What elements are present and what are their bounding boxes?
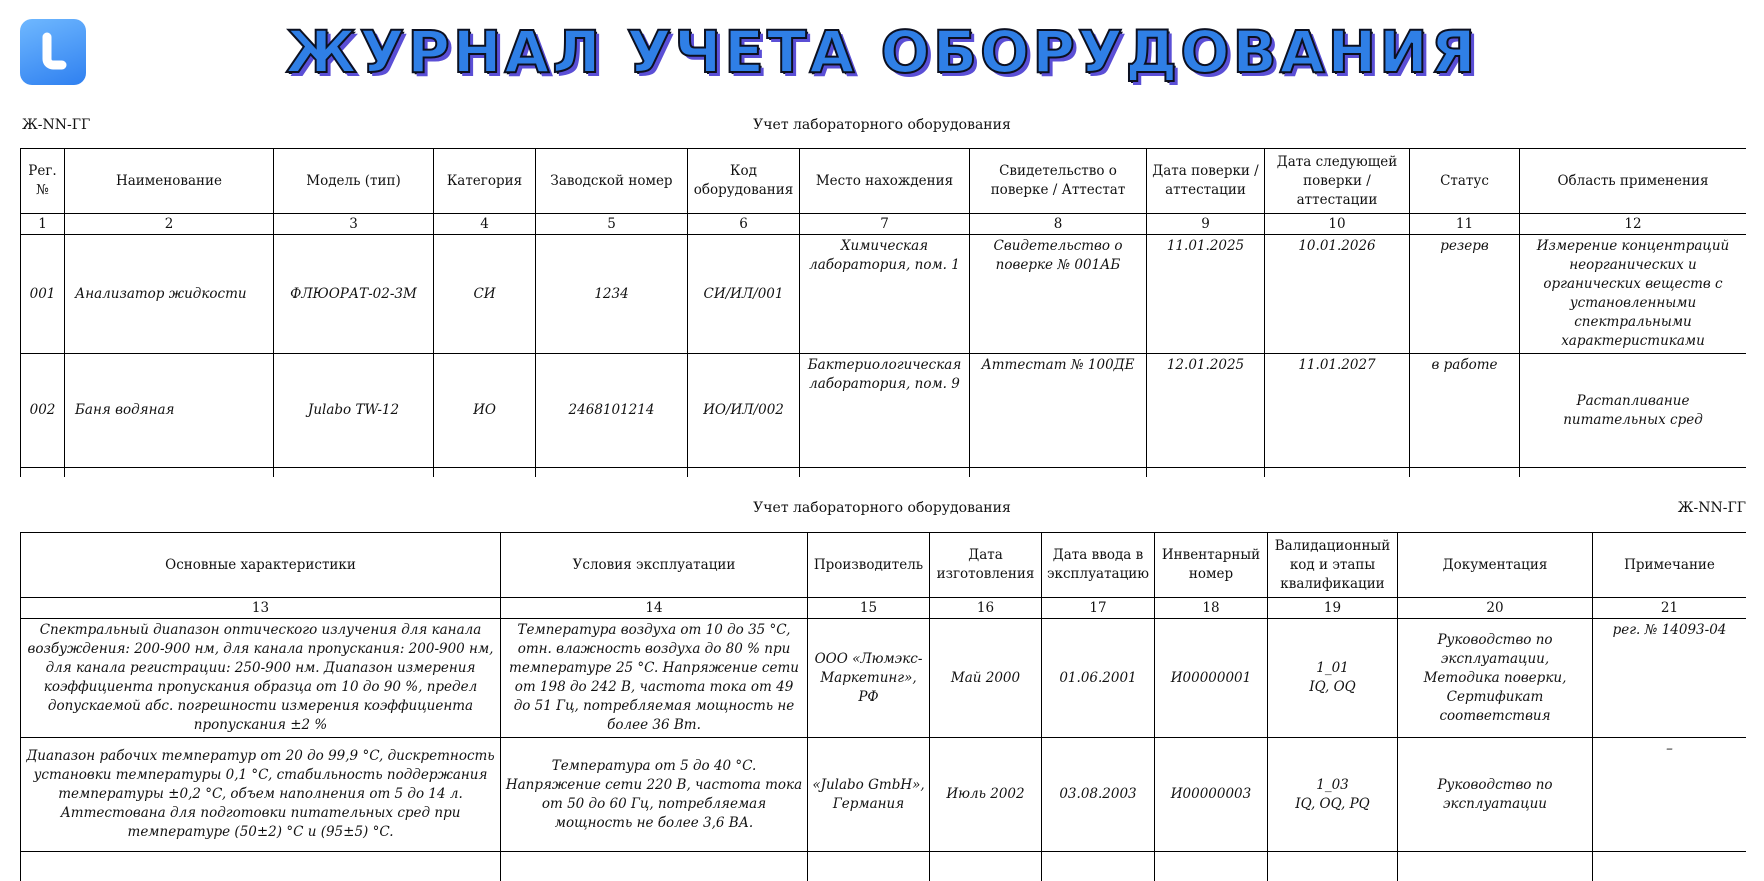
column-number: 21 [1593,598,1747,619]
header-model: Модель (тип) [274,149,434,214]
cell-application: Измерение концентраций неорганических и органических веществ с установленными спектральными характеристиками [1520,235,1747,354]
qualification-stages: IQ, OQ, PQ [1295,795,1370,812]
doc-code-bottom: Ж-NN-ГГ [1677,500,1746,516]
cell-location: Бактериологическая лаборатория, пом. 9 [800,354,970,468]
cell-next-check-date: 11.01.2027 [1265,354,1410,468]
table-row-empty [21,468,1747,478]
column-number: 19 [1268,598,1398,619]
cell-name: Баня водяная [65,354,274,468]
header-serial: Заводской номер [536,149,688,214]
column-number: 12 [1520,214,1747,235]
header-code: Код оборудования [688,149,800,214]
header-manufacturer: Производитель [808,533,930,598]
cell-commission-date: 03.08.2003 [1042,738,1155,852]
column-number: 16 [930,598,1042,619]
column-number: 11 [1410,214,1520,235]
header-category: Категория [434,149,536,214]
cell-documentation: Руководство по эксплуатации [1398,738,1593,852]
header-check-date: Дата поверки / аттестации [1147,149,1265,214]
cell-reg: 002 [21,354,65,468]
column-number: 18 [1155,598,1268,619]
column-number: 9 [1147,214,1265,235]
cell-check-date: 11.01.2025 [1147,235,1265,354]
cell-documentation: Руководство по эксплуатации, Методика поверки, Сертификат соответствия [1398,619,1593,738]
cell-model: Julabo TW-12 [274,354,434,468]
cell-application: Растапливание питательных сред [1520,354,1747,468]
cell-note: – [1593,738,1747,852]
header-characteristics: Основные характеристики [21,533,501,598]
section-title-bottom: Учет лабораторного оборудования [753,500,1011,516]
cell-manufacture-date: Июль 2002 [930,738,1042,852]
cell-serial: 2468101214 [536,354,688,468]
column-number: 1 [21,214,65,235]
cell-status: резерв [1410,235,1520,354]
cell-category: СИ [434,235,536,354]
cell-model: ФЛЮОРАТ-02-3М [274,235,434,354]
cell-manufacture-date: Май 2000 [930,619,1042,738]
table-row [21,738,1747,852]
cell-manufacturer: ООО «Люмэкс-Маркетинг», РФ [808,619,930,738]
cell-inventory-number: И00000003 [1155,738,1268,852]
cell-serial: 1234 [536,235,688,354]
header-documentation: Документация [1398,533,1593,598]
validation-code: 1_03 [1316,776,1349,793]
column-number: 15 [808,598,930,619]
cell-operating-conditions: Температура от 5 до 40 °C. Напряжение сети 220 В, частота тока от 50 до 60 Гц, потребляемая мощность не более 3,6 ВА. [501,738,808,852]
header-location: Место нахождения [800,149,970,214]
header-certificate: Свидетельство о поверке / Аттестат [970,149,1147,214]
cell-next-check-date: 10.01.2026 [1265,235,1410,354]
page-title: ЖУРНАЛ УЧЕТА ОБОРУДОВАНИЯ [285,18,1479,86]
header-inventory-number: Инвентарный номер [1155,533,1268,598]
cell-validation-code [1268,738,1398,852]
column-number: 20 [1398,598,1593,619]
cell-certificate: Свидетельство о поверке № 001АБ [970,235,1147,354]
cell-characteristics: Диапазон рабочих температур от 20 до 99,9 °C, дискретность установки температуры 0,1 °C, стабильность поддержания температуры ±0,2 °C, объем наполнения от 5 до 14 л. Аттестована для подготовки питательных сред при температуре (50±2) °C и (95±5) °C. [21,738,501,852]
cell-inventory-number: И00000001 [1155,619,1268,738]
table-row [21,235,1747,354]
section-title-top: Учет лабораторного оборудования [753,117,1011,133]
header-name: Наименование [65,149,274,214]
cell-category: ИО [434,354,536,468]
column-number: 14 [501,598,808,619]
cell-note: рег. № 14093-04 [1593,619,1747,738]
cell-certificate: Аттестат № 100ДЕ [970,354,1147,468]
column-number: 10 [1265,214,1410,235]
cell-commission-date: 01.06.2001 [1042,619,1155,738]
table-row [21,619,1747,738]
header-next-check-date: Дата следующей поверки / аттестации [1265,149,1410,214]
cell-manufacturer: «Julabo GmbH», Германия [808,738,930,852]
header-commission-date: Дата ввода в эксплуатацию [1042,533,1155,598]
column-number: 7 [800,214,970,235]
cell-validation-code [1268,619,1398,738]
table-row-empty [21,852,1747,881]
validation-code: 1_01 [1316,660,1349,676]
cell-location: Химическая лаборатория, пом. 1 [800,235,970,354]
header-status: Статус [1410,149,1520,214]
column-number: 17 [1042,598,1155,619]
table-row [21,354,1747,468]
column-number: 3 [274,214,434,235]
cell-reg: 001 [21,235,65,354]
header-reg: Рег. № [21,149,65,214]
qualification-stages: IQ, OQ [1309,679,1356,695]
header-note: Примечание [1593,533,1747,598]
header-application: Область применения [1520,149,1747,214]
column-number: 4 [434,214,536,235]
column-number: 2 [65,214,274,235]
cell-code: СИ/ИЛ/001 [688,235,800,354]
cell-name: Анализатор жидкости [65,235,274,354]
cell-check-date: 12.01.2025 [1147,354,1265,468]
cell-status: в работе [1410,354,1520,468]
cell-operating-conditions: Температура воздуха от 10 до 35 °C, отн. влажность воздуха до 80 % при температуре 25 °C. Напряжение сети от 198 до 242 В, частота тока от 49 до 51 Гц, потребляемая мощность не более 36 Вт. [501,619,808,738]
column-number: 13 [21,598,501,619]
header-validation-code: Валидационный код и этапы квалификации [1268,533,1398,598]
cell-characteristics: Спектральный диапазон оптического излучения для канала возбуждения: 200-900 нм, для канала пропускания: 200-900 нм, для канала регистрации: 250-900 нм. Диапазон измерения коэффициента пропускания образца от 10 до 90 %, предел допускаемой абс. погрешности измерения коэффициента пропускания ±2 % [21,619,501,738]
doc-code-top: Ж-NN-ГГ [22,117,91,133]
cell-code: ИО/ИЛ/002 [688,354,800,468]
column-number: 6 [688,214,800,235]
equipment-table-part1 [20,148,1746,477]
header-operating-conditions: Условия эксплуатации [501,533,808,598]
header-manufacture-date: Дата изготовления [930,533,1042,598]
column-number: 5 [536,214,688,235]
equipment-table-part2 [20,532,1746,881]
column-number: 8 [970,214,1147,235]
